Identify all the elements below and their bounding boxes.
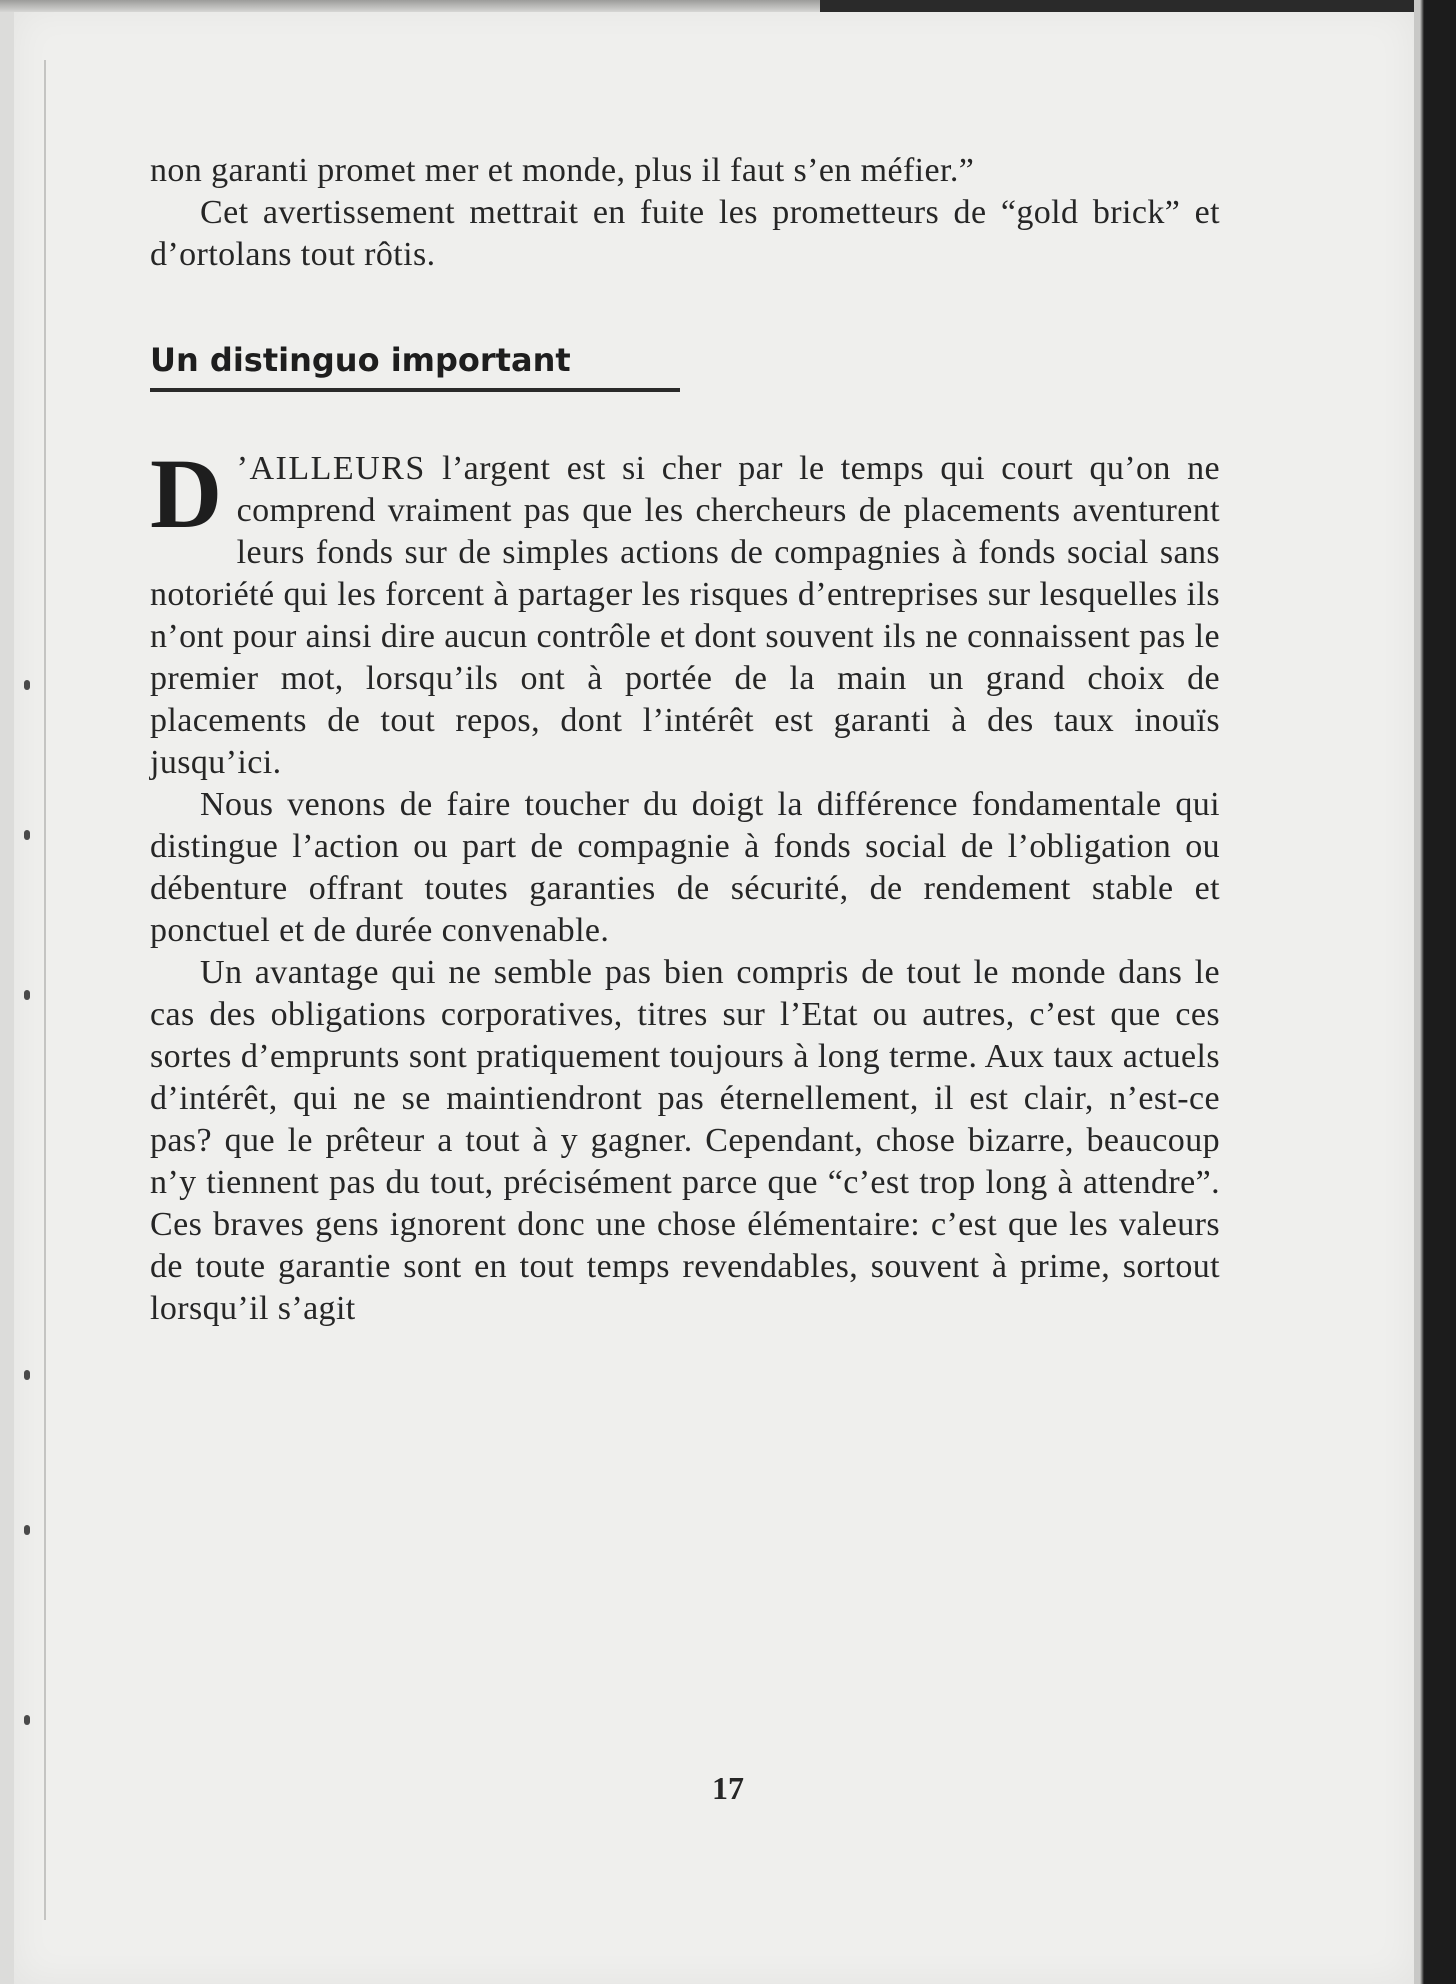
lead-caps-word: ’AILLEURS (236, 450, 426, 487)
binding-mark (24, 1525, 30, 1535)
paragraph: Nous venons de faire toucher du doigt la différence fondamentale qui distingue l’action ou part de compagnie à fonds social de l’obligation ou débenture offrant toutes garanties de sécurité, de rendement stable et ponctuel et de durée convenable. (150, 786, 1220, 949)
paragraph: non garanti promet mer et monde, plus il faut s’en méfier.” (150, 152, 975, 189)
drop-cap: D (150, 438, 223, 549)
page-number: 17 (712, 1770, 744, 1806)
binding-mark (24, 1715, 30, 1725)
lead-paragraph (150, 438, 1220, 784)
scan-top-dark-border (820, 0, 1456, 12)
paragraph: Cet avertissement mettrait en fuite les prometteurs de “gold brick” et d’ortolans tout rôtis. (150, 194, 1220, 273)
binding-fold-line (44, 60, 46, 1920)
binding-mark (24, 830, 30, 840)
paragraph: Un avantage qui ne semble pas bien compris de tout le monde dans le cas des obligations corporatives, titres sur l’Etat ou autres, c’est que ces sortes d’emprunts sont pratiquement toujours à long terme. Aux taux actuels d’intérêt, qui ne se maintiendront pas éternellement, il est clair, n’est-ce pas? que le prêteur a tout à y gagner. Cependant, chose bizarre, beaucoup n’y tiennent pas du tout, précisément parce que “c’est trop long à attendre”. Ces braves gens ignorent donc une chose élémentaire: c’est que les valeurs de toute garantie sont en tout temps revendables, souvent à prime, sortout lorsqu’il s’agit (150, 954, 1220, 1327)
heading-underline (150, 388, 680, 392)
lead-text: l’argent est si cher par le temps qui court qu’on ne comprend vraiment pas que les chercheurs de placements aventurent leurs fonds sur de simples actions de compagnies à fonds social sans notoriété qui les forcent à partager les risques d’entreprises sur lesquelles ils n’ont pour ainsi dire aucun contrôle et dont souvent ils ne connaissent pas le premier mot, lorsqu’ils ont à portée de la main un grand choix de placements de tout repos, dont l’intérêt est garanti à des taux inouïs jusqu’ici. (150, 450, 1220, 781)
scan-top-edge (0, 0, 820, 12)
scan-left-edge (0, 0, 14, 1984)
binding-mark (24, 990, 30, 1000)
binding-mark (24, 1370, 30, 1380)
scan-right-edge (1414, 0, 1456, 1984)
section-heading: Un distinguo important (150, 341, 571, 379)
page-body (150, 150, 1220, 1330)
binding-mark (24, 680, 30, 690)
